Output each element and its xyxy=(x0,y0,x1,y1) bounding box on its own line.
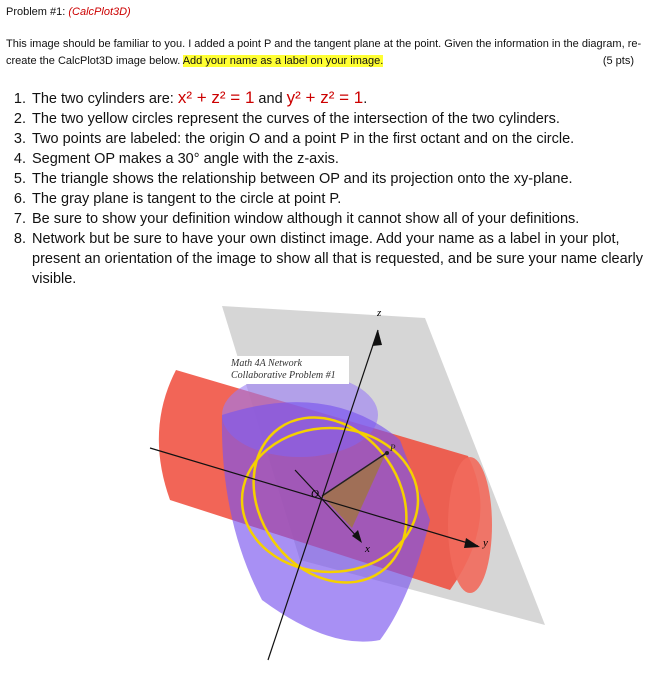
intro-text: This image should be familiar to you. I added a point P and the tangent plane at the point. Given the information in the diagram, re-create the CalcPlot3D image below. xyxy=(6,38,642,67)
list-item: 2. The two yellow circles represent the curves of the intersection of the two cylinders. xyxy=(30,109,650,129)
caption-line-2: Collaborative Problem #1 xyxy=(231,370,336,381)
list-item: 6. The gray plane is tangent to the circle at point P. xyxy=(30,189,650,209)
problem-title: Problem #1: xyxy=(6,6,69,18)
point-p-marker xyxy=(385,451,389,455)
step-text: and xyxy=(254,91,287,107)
problem-subtitle: (CalcPlot3D) xyxy=(68,6,131,18)
figure-caption xyxy=(228,356,349,384)
red-cylinder-cap xyxy=(448,457,492,593)
points-label: (5 pts) xyxy=(602,55,634,67)
axis-label-y: y xyxy=(483,537,488,549)
equation-2: y² + z² = 1 xyxy=(286,88,364,107)
point-p-label: P xyxy=(390,443,396,453)
axis-label-x: x xyxy=(365,543,370,555)
list-item: 3. Two points are labeled: the origin O and a point P in the first octant and on the circle. xyxy=(30,129,650,149)
list-item: 7. Be sure to show your definition window although it cannot show all of your definitions. xyxy=(30,209,650,229)
intro-highlight: Add your name as a label on your image. xyxy=(182,55,384,67)
origin-label: O xyxy=(311,488,319,500)
list-item: 8. Network but be sure to have your own distinct image. Add your name as a label in your plot, present an orientation of the image to show all that is requested, and be sure your name clearly visible. xyxy=(30,229,650,289)
caption-line-1: Math 4A Network xyxy=(231,358,302,369)
step-text: . xyxy=(363,91,368,107)
list-item: 5. The triangle shows the relationship between OP and its projection onto the xy-plane. xyxy=(30,169,650,189)
equation-1: x² + z² = 1 xyxy=(177,88,255,107)
list-item: 4. Segment OP makes a 30° angle with the z-axis. xyxy=(30,149,650,169)
step-text: The two cylinders are: xyxy=(32,91,178,107)
axis-label-z: z xyxy=(377,307,382,319)
